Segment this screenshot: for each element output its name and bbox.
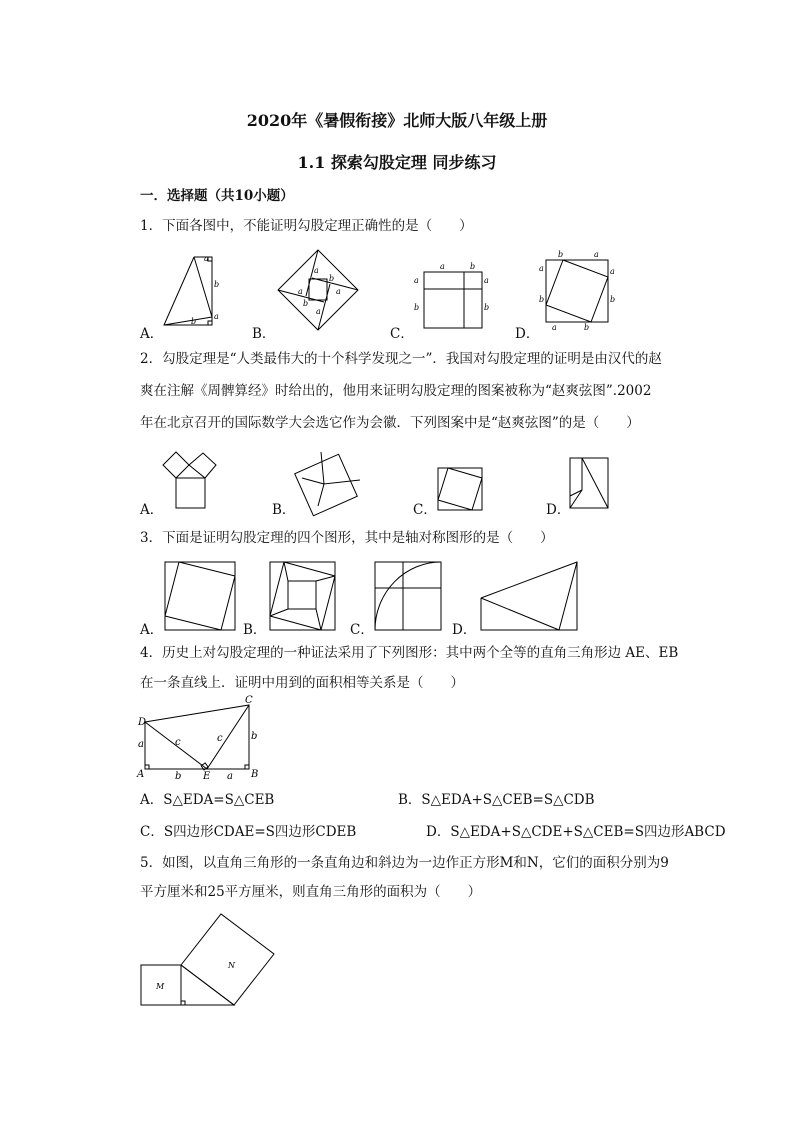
q1d-label-b4: b	[584, 323, 590, 332]
q1c-label-a2: a	[414, 276, 419, 285]
q1-figure-c	[410, 262, 490, 332]
q1b-label-a2: a	[298, 287, 303, 296]
question-2-line-3: 年在北京召开的国际数学大会选它作为会徽．下列图案中是“赵爽弦图”的是（ ）	[140, 415, 640, 431]
question-3-stem: 3．下面是证明勾股定理的四个图形，其中是轴对称图形的是（ ）	[140, 530, 554, 546]
q4-point-c: C	[245, 695, 253, 706]
q3-figure-b	[268, 560, 338, 632]
q3-option-d-label: D．	[452, 622, 477, 638]
question-2-line-1: 2．勾股定理是“人类最伟大的十个科学发现之一”．我国对勾股定理的证明是由汉代的赵	[140, 351, 662, 367]
q1b-label-b2: b	[303, 299, 309, 308]
q1-option-d-label: D．	[515, 326, 540, 342]
q1c-label-b2: b	[414, 303, 420, 312]
q5-label-n: N	[228, 961, 235, 970]
q1b-label-a4: a	[316, 307, 321, 316]
q4-figure	[135, 695, 265, 785]
q1-option-a-label: A．	[140, 326, 164, 342]
q2-option-d-label: D．	[546, 502, 571, 518]
q1d-label-b3: b	[610, 295, 616, 304]
q1a-label-b2: b	[191, 317, 197, 326]
q3-option-b-label: B．	[243, 622, 267, 638]
q3-figure-a	[163, 560, 238, 632]
q4-point-a: A	[137, 769, 145, 780]
q4-point-b: B	[251, 769, 259, 780]
q4-label-c: c	[175, 737, 181, 748]
question-4-line-2: 在一条直线上．证明中用到的面积相等关系是（ ）	[140, 675, 464, 691]
q1-option-b-label: B．	[252, 326, 276, 342]
question-2-line-2: 爽在注解《周髀算经》时给出的，他用来证明勾股定理的图案被称为“赵爽弦图”.2002	[140, 383, 652, 399]
question-5-line-2: 平方厘米和25平方厘米，则直角三角形的面积为（ ）	[140, 884, 482, 900]
section-heading: 一．选择题（共10小题）	[140, 188, 294, 204]
q4-point-e: E	[203, 771, 211, 782]
q3-option-a-label: A．	[140, 622, 164, 638]
q4-label-a2: a	[227, 771, 233, 782]
q1d-label-a4: a	[552, 323, 557, 332]
q2-figure-a	[158, 450, 228, 512]
q5-label-m: M	[156, 982, 165, 991]
q2-figure-d	[568, 456, 612, 512]
q1-figure-b	[276, 248, 361, 333]
q4-option-d: D．S△EDA+S△CDE+S△CEB=S四边形ABCD	[426, 824, 726, 840]
q1d-label-a: a	[594, 250, 599, 259]
q1a-label-b: b	[214, 280, 220, 289]
document-title: 2020年《暑假衔接》北师大版八年级上册	[246, 111, 548, 130]
q1c-label-b: b	[470, 262, 476, 271]
q3-option-c-label: C．	[350, 622, 374, 638]
q2-option-c-label: C．	[413, 502, 437, 518]
q4-label-b2: b	[251, 731, 258, 742]
q1b-label-b: b	[329, 274, 335, 283]
q1c-label-b3: b	[484, 303, 490, 312]
q4-option-c: C．S四边形CDAE=S四边形CDEB	[140, 824, 357, 840]
question-5-line-1: 5．如图，以直角三角形的一条直角边和斜边为一边作正方形M和N，它们的面积分别为9	[140, 855, 669, 871]
q1b-label-a3: a	[336, 287, 341, 296]
q1-figure-a	[160, 255, 225, 330]
q1d-label-b: b	[558, 250, 564, 259]
q3-figure-d	[479, 560, 584, 632]
q1d-label-a3: a	[610, 267, 615, 276]
question-1-stem: 1．下面各图中，不能证明勾股定理正确性的是（ ）	[140, 218, 473, 234]
q1c-label-a3: a	[484, 276, 489, 285]
q1a-label-a2: a	[214, 312, 219, 321]
q1d-label-b2: b	[539, 295, 545, 304]
document-subtitle: 1.1 探索勾股定理 同步练习	[297, 153, 497, 172]
q1a-label-a: a	[204, 254, 209, 263]
q2-figure-b	[296, 446, 366, 510]
q1-option-c-label: C．	[390, 326, 414, 342]
q1d-label-a2: a	[539, 264, 544, 273]
q3-figure-c	[373, 560, 443, 632]
q2-option-a-label: A．	[140, 502, 164, 518]
q1c-label-a: a	[440, 262, 445, 271]
q4-option-a: A．S△EDA=S△CEB	[140, 792, 275, 808]
q2-option-b-label: B．	[272, 502, 296, 518]
q4-point-d: D	[138, 717, 147, 728]
q4-option-b: B．S△EDA+S△CEB=S△CDB	[398, 792, 595, 808]
q2-figure-c	[436, 466, 486, 514]
question-4-line-1: 4．历史上对勾股定理的一种证法采用了下列图形：其中两个全等的直角三角形边 AE、EB	[140, 645, 679, 661]
q4-label-a: a	[138, 739, 144, 750]
q1b-label-a: a	[314, 266, 319, 275]
q5-figure	[138, 912, 278, 1012]
q4-label-b: b	[175, 771, 182, 782]
q4-label-c2: c	[217, 733, 223, 744]
q1-figure-d	[538, 250, 618, 330]
